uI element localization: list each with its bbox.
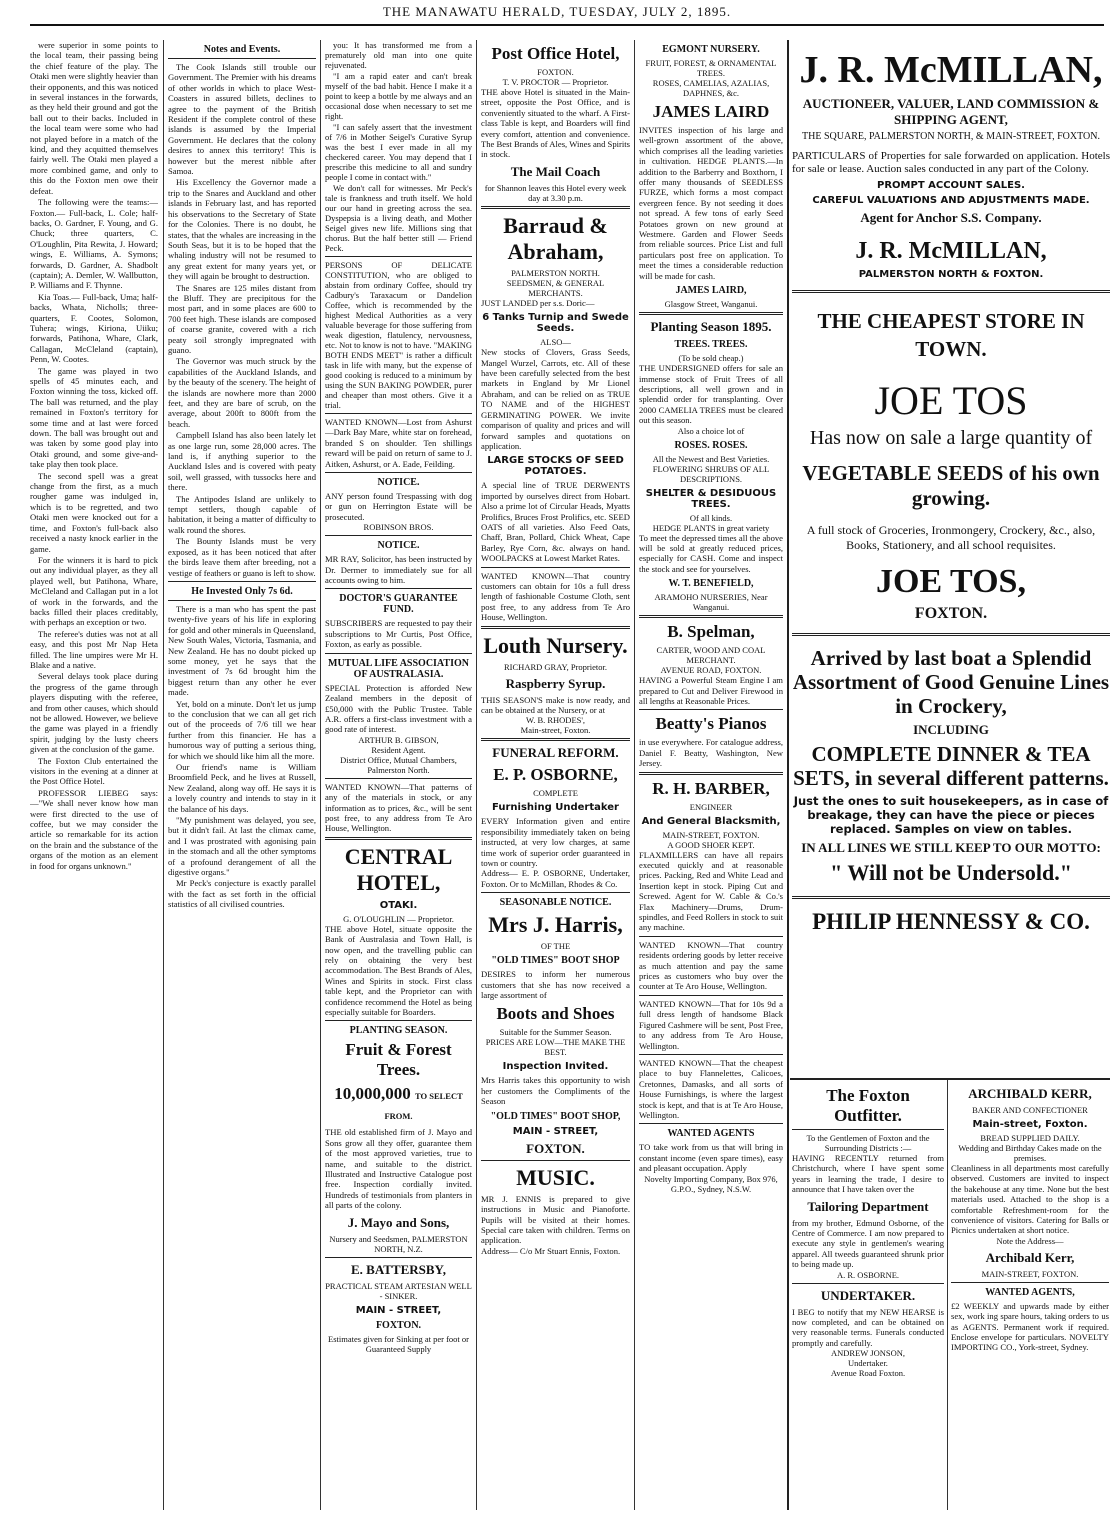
divider bbox=[168, 581, 316, 582]
paragraph: Our friend's name is William Broomfield Peck, and he lives at Russell, New Zealand, along way off. He says it is a lovely country and intends to stay in it the balance of his days. bbox=[168, 762, 316, 814]
planting-season-heading: Planting Season 1895. bbox=[650, 319, 772, 335]
divider bbox=[639, 312, 783, 315]
barraud-sub: SEEDSMEN, & GENERAL MERCHANTS. bbox=[506, 277, 605, 298]
kerr-heading-2: Archibald Kerr, bbox=[985, 1249, 1075, 1265]
divider bbox=[325, 778, 472, 779]
depressed-times: To meet the depressed times all the above will be sold at greatly reduced prices, especially for CASH. Come and inspect the stock and see for yourselves. bbox=[639, 532, 783, 574]
divider bbox=[325, 535, 472, 536]
barraud-landed: JUST LANDED per s.s. Doric— bbox=[481, 297, 595, 308]
including: INCLUDING bbox=[913, 722, 989, 737]
mutual-life-heading: MUTUAL LIFE ASSOCIATION OF AUSTRALASIA. bbox=[328, 657, 469, 680]
spelman-address: AVENUE ROAD, FOXTON. bbox=[660, 665, 762, 676]
divider bbox=[639, 772, 783, 775]
joe-tos-sale: Has now on sale a large quantity of bbox=[809, 427, 1093, 449]
barraud-also: ALSO— bbox=[540, 337, 571, 348]
tailoring-heading: Tailoring Department bbox=[807, 1198, 929, 1214]
post-office-hotel-ad: THE above Hotel is situated in the Main-street, opposite the Post Office, and is conveniently situated to the wharf. A First-class Table is kept, and Boarders will find every comfort, attention and convenience. The Best Brands of Ales, Wines and Spirits in stock. bbox=[481, 87, 630, 160]
lost-mare-ad: WANTED KNOWN—Lost from Ashurst—Dark Bay Mare, white star on forehead, branded S on shoulder. Ten shillings reward will be paid on return of same to J. Aitken, Ashurst, or A. Eade, Feilding. bbox=[325, 417, 472, 469]
paragraph: We don't call for witnesses. Mr Peck's tale is frankness and truth itself. We hold our our hand in greeting across the sea. Dyspepsia is a living death, and Mother Seigel gives new life. Millions sing that chorus. But the half better still — Friend Peck. bbox=[325, 183, 472, 253]
trees-heading: TREES. TREES. bbox=[674, 339, 748, 351]
column-rule bbox=[163, 40, 164, 1510]
column-rule bbox=[787, 40, 789, 1510]
motto: " Will not be Undersold." bbox=[830, 860, 1072, 885]
vegetable-seeds-heading: VEGETABLE SEEDS of his own growing. bbox=[802, 461, 1100, 510]
paragraph: The Antipodes Island are unlikely to tempt settlers, though capable of habitation, it being a matter of difficulty to walk round the shores. bbox=[168, 493, 316, 535]
invested-article bbox=[168, 604, 316, 910]
kerr-ad: Cleanliness in all departments most carefully observed. Customers are invited to inspect the bakehouse at any time. None but the best materials used. Attached to the shop is a comfortable Refreshment-room for the convenience of visitors. Catering for Balls or Picnics undertaken at short notice. bbox=[951, 1163, 1109, 1236]
paragraph: The Cook Islands still trouble our Government. The Premier with his dreams of other worlds in which to place West-Coasters in assured billets, declines to agree to the payment of the British Resident if the complete control of these islands is assumed by the Imperial Government. He declares that the colony desires to annex this territory! This is however but the merest nibble after Samoa. bbox=[168, 62, 316, 177]
seasonable-heading: SEASONABLE NOTICE. bbox=[499, 897, 612, 909]
mutual-life-title: Resident Agent. bbox=[371, 744, 426, 755]
barber-heading: R. H. BARBER, bbox=[652, 778, 770, 798]
cheapest-store-heading: THE CHEAPEST STORE IN TOWN. bbox=[817, 309, 1085, 361]
divider bbox=[325, 1020, 472, 1021]
battersby-heading: E. BATTERSBY, bbox=[350, 1261, 446, 1277]
mcmillan-heading-2: J. R. McMILLAN, bbox=[855, 238, 1047, 264]
osborne-sub: Furnishing Undertaker bbox=[492, 802, 619, 814]
spelman-ad: HAVING a Powerful Steam Engine I am prepared to Cut and Deliver Firewood in all lengths at Reasonable Prices. bbox=[639, 675, 783, 706]
agents-ad: £2 WEEKLY and upwards made by either sex, work ing spare hours, taking orders to us as AGENTS. Permanent work if required. Enclose envelope for particulars. NOVELTY IMPORTING CO., York-street, Sydney. bbox=[951, 1300, 1109, 1353]
paragraph: Campbell Island has also been lately let as one large run, some 28,000 acres. The land is, if anything superior to the Auckland Isles and is covered with peaty soil, well grassed, with tussocks here and there. bbox=[168, 430, 316, 493]
trees-ad: THE UNDERSIGNED offers for sale an immense stock of Fruit Trees of all descriptions, all well grown and in splendid order for transplanting. Over 2000 CAMELIA TREES must be cleared out this season. bbox=[639, 363, 783, 426]
paragraph: The Bounty Islands must be very exposed, as it has been noticed that after the birds leave them after breeding, not a vestige of feathers or guano is left to show. bbox=[168, 536, 316, 578]
inspection-text: Mrs Harris takes this opportunity to wish her customers the Compliments of the Season bbox=[481, 1075, 630, 1107]
divider bbox=[481, 567, 630, 568]
hedge-plants: HEDGE PLANTS in great variety bbox=[652, 522, 770, 533]
outfitter-signature: A. R. OSBORNE. bbox=[836, 1269, 900, 1280]
post-office-hotel-town: FOXTON. bbox=[537, 67, 574, 77]
boots-sub: Suitable for the Summer Season. bbox=[499, 1027, 612, 1038]
battersby-street: MAIN - STREET, bbox=[355, 1304, 442, 1316]
barraud-ad: New stocks of Clovers, Grass Seeds, Mangel Wurzel, Carrots, etc. All of these have been carefully selected from the best markets in England by Mr Lionel Abraham, and can be relied on as TRUE TO NAME and of the HIGHEST GERMINATING POWER. We invite comparison of quality and prices and will forward samples and quotations on application. bbox=[481, 347, 630, 451]
undertaker-signature: ANDREW JONSON, bbox=[831, 1348, 905, 1359]
mcmillan-ad: PARTICULARS of Properties for sale forwarded on application. Hotels for sale or lease. Auction sales conducted in any part of the Colony. bbox=[792, 150, 1110, 175]
column-1 bbox=[30, 40, 158, 1510]
raspberry-signature: W. B. RHODES', bbox=[525, 715, 586, 726]
shelter-sub: Of all kinds. bbox=[689, 512, 733, 523]
sports-report bbox=[30, 40, 158, 871]
benefield-sub: ARAMOHO NURSERIES, Near Wanganui. bbox=[654, 592, 768, 613]
paragraph: "I am a rapid eater and can't break myself of the bad habit. Hence I make it a point to keep a bottle by me always and an occasional dose when necessary to set me right. bbox=[325, 71, 472, 121]
notes-article bbox=[168, 62, 316, 578]
masthead-rule bbox=[30, 24, 1104, 26]
harris-shop: "OLD TIMES" BOOT SHOP bbox=[491, 955, 620, 967]
harris-ad: DESIRES to inform her numerous customers that she has now received a large assortment of bbox=[481, 969, 630, 1001]
divider bbox=[325, 653, 472, 654]
divider bbox=[325, 1257, 472, 1258]
column-6 bbox=[792, 40, 1110, 1075]
benefield-signature: W. T. BENEFIELD, bbox=[668, 578, 754, 590]
paragraph: The Governor was much struck by the capabilities of the Auckland Islands, and by the beauty of the scenery. The height of the islands are nowhere more than 2000 feet, and they are bare of scrub, on the average, about 200ft to 800ft from the beach. bbox=[168, 356, 316, 429]
column-5 bbox=[639, 40, 783, 1510]
divider bbox=[325, 413, 472, 414]
music-heading: MUSIC. bbox=[516, 1164, 595, 1190]
te-aro-ad: WANTED KNOWN—That country customers can obtain for 10s a full dress length of fashionable Costume Cloth, sent post free, to any address from Te Aro House, Wellington. bbox=[481, 570, 630, 623]
egmont-list: ROSES, CAMELIAS, AZALIAS, DAPHNES, &c. bbox=[652, 78, 770, 98]
te-aro-ad: WANTED KNOWN—That the cheapest place to buy Flannelettes, Calicoes, Cretonnes, Damasks, and all sorts of House Furnishings, is where the largest stock is kept, and that is at Te Aro House, Wellington. bbox=[639, 1057, 783, 1120]
divider bbox=[792, 290, 1110, 293]
te-aro-ad: WANTED KNOWN—That patterns of any of the materials in stock, or any information as to prices, &c., will be sent post free, to any address from Te Aro House, Wellington. bbox=[325, 781, 472, 834]
shelter-heading: SHELTER & DESIDUOUS TREES. bbox=[645, 487, 777, 510]
divider bbox=[325, 472, 472, 473]
trees-count bbox=[325, 1084, 472, 1124]
boots-prices: PRICES ARE LOW—THE MAKE THE BEST. bbox=[485, 1037, 626, 1058]
louth-nursery-proprietor: RICHARD GRAY, Proprietor. bbox=[504, 661, 607, 672]
barraud-heading: Barraud & Abraham, bbox=[503, 212, 608, 264]
mcmillan-prompt: PROMPT ACCOUNT SALES. bbox=[877, 180, 1025, 191]
divider bbox=[639, 1054, 783, 1055]
central-hotel-town: OTAKI. bbox=[379, 899, 418, 911]
louth-nursery-heading: Louth Nursery. bbox=[483, 632, 628, 658]
music-ad: MR J. ENNIS is prepared to give instructions in Music and Pianoforte. Pupils will be visited at their homes. Special care taken with children. Terms on application. bbox=[481, 1193, 630, 1246]
crockery-suit: Just the ones to suit housekeepers, as in case of breakage, they can have the piece or pieces replaced. Samples on view on tables. bbox=[793, 794, 1109, 836]
trespass-notice: ANY person found Trespassing with dog or gun on Herrington Estate will be prosecuted. bbox=[325, 491, 472, 522]
kerr-cakes: Wedding and Birthday Cakes made on the premises. bbox=[958, 1143, 1102, 1163]
undertaker-heading: UNDERTAKER. bbox=[820, 1287, 916, 1303]
divider bbox=[639, 936, 783, 937]
barber-ad: FLAXMILLERS can have all repairs executed quickly and at reasonable prices. Packing, Red and White Lead and Insertion kept in stock. Piping Cut and Screwed. Agent for W. Cable & Co.'s Flax Machinery—Drums, Drum-spindles, and Feed Rollers in stock to suit any machine. bbox=[639, 849, 783, 933]
roses-heading: ROSES. ROSES. bbox=[674, 439, 748, 451]
laird-signature: JAMES LAIRD, bbox=[675, 285, 747, 297]
masthead bbox=[0, 0, 1114, 40]
divider bbox=[325, 837, 472, 840]
mcmillan-address: THE SQUARE, PALMERSTON NORTH, & MAIN-STREET, FOXTON. bbox=[802, 131, 1100, 142]
battersby-footer: Estimates given for Sinking at per foot or Guaranteed Supply bbox=[328, 1333, 469, 1354]
mutual-life-address: District Office, Mutual Chambers, Palmerston North. bbox=[340, 754, 457, 775]
joe-tos-heading-2: JOE TOS, bbox=[876, 563, 1026, 600]
barber-engineer: ENGINEER bbox=[689, 801, 733, 812]
harris-heading: Mrs J. Harris, bbox=[488, 912, 623, 938]
mcmillan-careful: CAREFUL VALUATIONS AND ADJUSTMENTS MADE. bbox=[812, 195, 1090, 206]
divider bbox=[639, 615, 783, 618]
kerr-address: Main-street, Foxton. bbox=[972, 1119, 1088, 1130]
divider bbox=[639, 995, 783, 996]
divider bbox=[792, 896, 1110, 899]
osborne-ad: EVERY Information given and entire responsibility immediately taken on being instructed, at very low charges, at same time work of superior order guaranteed in town or country. bbox=[481, 816, 630, 869]
paragraph: The following were the teams:— Foxton.— Full-back, L. Cole; half-backs, O. Gardner, F. Young, and G. Chuck; three quarters, C. O'Loughlin, Pita Rewita, J. Howard; wings, E. Williams, A. Symons; forwards, D. Gardner, A. Shadbolt (captain); A. Demler, W. Wallbutton, P. Williams and F. Thynne. bbox=[30, 197, 158, 291]
raspberry-address: Main-street, Foxton. bbox=[520, 725, 591, 736]
hennessy-heading: PHILIP HENNESSY & CO. bbox=[812, 909, 1090, 934]
kerr-street: MAIN-STREET, FOXTON. bbox=[981, 1268, 1079, 1279]
kerr-heading: ARCHIBALD KERR, bbox=[968, 1086, 1092, 1101]
post-office-hotel-proprietor: T. V. PROCTOR — Proprietor. bbox=[502, 77, 609, 87]
agents-signature: Novelty Importing Company, Box 976, G.P.O., Sydney, N.S.W. bbox=[644, 1173, 778, 1194]
laird-heading: JAMES LAIRD bbox=[652, 102, 770, 121]
beatty-heading: Beatty's Pianos bbox=[655, 714, 767, 734]
paragraph: Yet, bold on a minute. Don't let us jump to the conclusion that we can all get rich out of the proceeds of 7/6 till we hear further from this financier. He has a humorous way of putting a serious thing, for which we should like him all the more. bbox=[168, 698, 316, 761]
boots-heading: Boots and Shoes bbox=[496, 1004, 615, 1024]
notice-signature: ROBINSON BROS. bbox=[363, 522, 434, 533]
kerr-note: Note the Address— bbox=[996, 1235, 1064, 1246]
outfitter-greeting: To the Gentlemen of Foxton and the Surrounding Districts :— bbox=[806, 1133, 930, 1153]
trees-sub: (To be sold cheap.) bbox=[678, 353, 744, 364]
divider bbox=[481, 1160, 630, 1161]
roses-sub: All the Newest and Best Varieties. bbox=[652, 453, 770, 464]
barber-address: MAIN-STREET, FOXTON. bbox=[662, 829, 760, 840]
paragraph: The second spell was a great change from the first, as a much rougher game was indulged in, which is to be regretted, and two Otaki men were knocked out for a time, and Foxton's full-back also received a nasty knock earlier in the game. bbox=[30, 470, 158, 554]
kerr-sub: BAKER AND CONFECTIONER bbox=[972, 1105, 1088, 1115]
divider bbox=[792, 1129, 944, 1130]
kerr-bread: BREAD SUPPLIED DAILY. bbox=[980, 1133, 1080, 1143]
divider bbox=[639, 709, 783, 710]
divider bbox=[792, 1283, 944, 1284]
column-7a bbox=[792, 1082, 944, 1510]
central-hotel-proprietor: G. O'LOUGHLIN — Proprietor. bbox=[343, 913, 454, 924]
seed-potatoes-heading: LARGE STOCKS OF SEED POTATOES. bbox=[487, 455, 624, 478]
paragraph: The referee's duties was not at all easy, and this post Mr Nap Heta filled. The line umpires were Mr H. Blake and a native. bbox=[30, 628, 158, 670]
music-address: Address— C/o Mr Stuart Ennis, Foxton. bbox=[481, 1245, 621, 1256]
battersby-sub: PRACTICAL STEAM ARTESIAN WELL - SINKER. bbox=[325, 1280, 472, 1301]
trees-number: 10,000,000 bbox=[334, 1084, 411, 1104]
laird-address: Glasgow Street, Wanganui. bbox=[664, 299, 758, 310]
funeral-reform-heading: FUNERAL REFORM. bbox=[492, 745, 619, 761]
paragraph: Kia Toas.— Full-back, Uma; half-backs, Whata, Nicholls; three-quarters, F. Cootes, Solomon, Tuhera; wings, Kiriona, Uiiku; forwards, Patihona, Whare, Clark, Callagan, McCleland (captain), Penn, W. Cootes. bbox=[30, 291, 158, 365]
masthead-title: THE MANAWATU HERALD, TUESDAY, JULY 2, 1895. bbox=[382, 4, 732, 19]
column-7b bbox=[951, 1082, 1109, 1510]
mutual-life-ad: SPECIAL Protection is afforded New Zealand members in the deposit of £50,000 with the Public Trustee. Table A.R. offers a first-class investment with a good rate of interest. bbox=[325, 682, 472, 735]
osborne-address: Address— E. P. OSBORNE, Undertaker, Foxton. Or to McMillan, Rhodes & Co. bbox=[481, 868, 630, 889]
post-office-hotel-heading: Post Office Hotel, bbox=[491, 44, 620, 63]
mayo-ad: THE old established firm of J. Mayo and Sons grow all they offer, guarantee them of the most approved varieties, true to name, and suitable to the district. Illustrated and Instructive Catalogue post free. Inspection cordially invited. Hundreds of testimonials from planters in all parts of the colony. bbox=[325, 1127, 472, 1211]
egmont-sub: FRUIT, FOREST, & ORNAMENTAL TREES. bbox=[645, 58, 777, 78]
divider bbox=[792, 633, 1110, 636]
old-times-shop: "OLD TIMES" BOOT SHOP, bbox=[490, 1110, 621, 1122]
barber-sub: And General Blacksmith, bbox=[641, 815, 781, 827]
mayo-sub: Nursery and Seedsmen, PALMERSTON NORTH, N.Z. bbox=[329, 1233, 468, 1254]
paragraph: There is a man who has spent the past twenty-five years of his life in exploring for gold and other minerals in Queensland, New South Wales, Victoria, Tasmania, and New Zealand. He has no doubt picked up some money, yet he says that the investment of 7s 6d brought him the biggest return than any other he ever made. bbox=[168, 603, 316, 698]
paragraph: you: It has transformed me from a prematurely old man into one quite rejuvenated. bbox=[325, 40, 472, 70]
paragraph: The Foxton Club entertained the visitors in the evening at a dinner at the Post Office Hotel. bbox=[30, 755, 158, 787]
column-2 bbox=[168, 40, 316, 1510]
arrived-heading: Arrived by last boat a Splendid Assortment of Good Genuine Lines in Crockery, bbox=[792, 646, 1110, 718]
paragraph: Mr Peck's conjecture is exactly parallel with the fact as set forth in the official statistics of all civilised countries. bbox=[168, 878, 316, 910]
divider bbox=[325, 256, 472, 257]
paragraph: "My punishment was delayed, you see, but it didn't fail. At last the climax came, and I was prostrated with agonising pain in the stomach and all the other symptoms of a profound derangement of all the digestive organs." bbox=[168, 815, 316, 878]
divider bbox=[790, 1078, 1110, 1080]
laird-ad: INVITES inspection of his large and well-grown assortment of the above, which comprises all the leading varieties in cultivation. HEDGE PLANTS.—In addition to the Barberry and Boxthorn, I offer many thousands of SEEDLESS FURZE, which forms a most compact evergreen fence. By not seeding it does not spread. A few tons of early Seed Potatoes grown on new ground at Westmere. Garden and Flower Seeds from reliable sources. Price List and full particulars post free on application. To meet the times a considerable reduction will be made for cash. bbox=[639, 125, 783, 281]
central-hotel-heading: CENTRAL HOTEL, bbox=[344, 843, 453, 895]
barraud-town: PALMERSTON NORTH. bbox=[511, 267, 600, 278]
divider bbox=[168, 58, 316, 59]
fruit-trees-heading: Fruit & Forest Trees. bbox=[345, 1040, 452, 1080]
divider bbox=[481, 206, 630, 209]
notice-heading: NOTICE. bbox=[377, 540, 420, 552]
mcmillan-heading: J. R. McMILLAN, bbox=[799, 49, 1103, 91]
trees-select: TO SELECT FROM. bbox=[384, 1091, 463, 1122]
column-4 bbox=[481, 40, 630, 1510]
barraud-tanks: 6 Tanks Turnip and Swede Seeds. bbox=[482, 312, 629, 335]
joe-tos-heading: JOE TOS bbox=[874, 378, 1028, 423]
undertaker-address: Avenue Road Foxton. bbox=[830, 1368, 906, 1379]
mail-coach-text: for Shannon leaves this Hotel every week day at 3.30 p.m. bbox=[484, 182, 627, 203]
spelman-sub: CARTER, WOOD AND COAL MERCHANT. bbox=[656, 645, 766, 666]
beatty-ad: in use everywhere. For catalogue address, Daniel F. Beatty, Washington, New Jersey. bbox=[639, 737, 783, 769]
barber-shoer: A GOOD SHOER KEPT. bbox=[667, 839, 755, 850]
roses-also: Also a choice lot of bbox=[677, 425, 745, 436]
paragraph: The Snares are 125 miles distant from the Bluff. They are precipitous for the most part, and in some places are 600 to 700 feet high. These islands are composed of coarse granite, covered with a rich peaty soil strongly impregnated with guano. bbox=[168, 282, 316, 355]
paragraph: The game was played in two spells of 45 minutes each, and Foxton winning the toss, kicked off. The ball was returned, and the play remained in Foxton's territory for some time and at last were forced down. The ball was brought out and was taken by some good play into Otaki ground, and some give-and-take play then took place. bbox=[30, 365, 158, 470]
undertaker-ad: I BEG to notify that my NEW HEARSE is now completed, and can be obtained on very reasonable terms. Funerals conducted promptly and carefully. bbox=[792, 1306, 944, 1348]
paragraph: For the winners it is hard to pick out any individual player, as they all played well, but Patihona, Whare, McCleland and Callagan put in a lot of work in the forwards, and the backs filled their places creditably, with perhaps an exception or two. bbox=[30, 554, 158, 628]
seigel-testimonial bbox=[325, 40, 472, 253]
osborne-heading: E. P. OSBORNE, bbox=[493, 765, 618, 785]
central-hotel-ad: THE above Hotel, situate opposite the Bank of Australasia and Town Hall, is now open, and the travelling public can rely on obtaining the very best accommodation. The Best Brands of Ales, Wines and Spirits in stock. First class table kept, and the Proprietor can with confidence recommend the Hotel as being especially suitable for Boarders. bbox=[325, 923, 472, 1017]
raspberry-heading: Raspberry Syrup. bbox=[505, 675, 606, 691]
mutual-life-signature: ARTHUR B. GIBSON, bbox=[358, 734, 439, 745]
mcmillan-towns: PALMERSTON NORTH & FOXTON. bbox=[858, 269, 1044, 280]
paragraph: Several delays took place during the progress of the game through players disputing with the referee, and from other causes, which should not be allowed. However, we believe the game was played in a friendly spirit, judging by the lusty cheers given at the conclusion of the game. bbox=[30, 671, 158, 755]
notice-heading: NOTICE. bbox=[377, 477, 420, 489]
outfitter-intro: HAVING RECENTLY returned from Christchurch, where I have spent some years in learning the trade, I desire to announce that I have taken over the bbox=[792, 1153, 944, 1195]
inspection-heading: Inspection Invited. bbox=[502, 1061, 609, 1073]
undertaker-title: Undertaker. bbox=[848, 1358, 888, 1369]
te-aro-ad: WANTED KNOWN—That country residents ordering goods by letter receive as much attention and pay the same prices as customers who buy over the counter at Te Aro House, Wellington. bbox=[639, 939, 783, 992]
old-times-street: MAIN - STREET, bbox=[512, 1125, 599, 1137]
doctor-fund-notice: SUBSCRIBERS are requested to pay their subscriptions to Mr Curtis, Post Office, Foxton, as early as possible. bbox=[325, 618, 472, 650]
divider bbox=[168, 600, 316, 601]
harris-of: OF THE bbox=[540, 941, 571, 952]
dinner-sets-heading: COMPLETE DINNER & TEA SETS, in several different patterns. bbox=[793, 742, 1109, 790]
divider bbox=[951, 1282, 1109, 1283]
notes-heading: Notes and Events. bbox=[203, 44, 281, 55]
planting-heading: PLANTING SEASON. bbox=[349, 1025, 448, 1037]
agents-ad: TO take work from us that will bring in constant income (even spare times), easy and pleasant occupation. Apply bbox=[639, 1142, 783, 1174]
mcmillan-sub: AUCTIONEER, VALUER, LAND COMMISSION & SHIPPING AGENT, bbox=[802, 96, 1100, 127]
paragraph: were superior in some points to the local team, their passing being the chief feature of the play. The Otaki men were slightly heavier than their opponents, and this was noticed in several instances in the forwards, as they held their ground and got the ball out to their backs. Included in the local team were some who had not played before in a match of the kind, and they acquitted themselves fairly well. The Otaki men played a more combined game, and only to this do the Foxton men owe their defeat. bbox=[30, 40, 158, 196]
old-times-town: FOXTON. bbox=[526, 1140, 585, 1156]
solicitor-notice: MR RAY, Solicitor, has been instructed by Dr. Dermer to immediately sue for all accounts owing to him. bbox=[325, 554, 472, 586]
doctor-fund-heading: DOCTOR'S GUARANTEE FUND. bbox=[339, 593, 458, 616]
mail-coach-heading: The Mail Coach bbox=[510, 163, 601, 179]
outfitter-heading: The Foxton Outfitter. bbox=[826, 1086, 910, 1125]
paragraph: "I can safely assert that the investment of 7/6 in Mother Seigel's Curative Syrup was the best I ever made in all my checkered career. You may depend that I prescribe this medicine to all and sundry people I come in contact with." bbox=[325, 122, 472, 182]
column-rule bbox=[947, 1080, 948, 1510]
paragraph: PROFESSOR LIEBEG says:—"We shall never know how man were first directed to the use of coffee, but we may consider the article so remarkable for its action on the brain and the substance of the organs of the motion as an element in food for organs unknown." bbox=[30, 787, 158, 871]
column-3 bbox=[325, 40, 472, 1510]
agents-heading: WANTED AGENTS, bbox=[985, 1286, 1075, 1298]
column-rule bbox=[476, 40, 477, 1510]
divider bbox=[481, 738, 630, 741]
column-rule bbox=[634, 40, 635, 1510]
divider bbox=[639, 1123, 783, 1124]
seed-potatoes-ad: A special line of TRUE DERWENTS imported by ourselves direct from Hobart. Also a prime lot of Circular Heads, Myatts Prolifics, Bruces Frost Prolifics, etc. SEED OATS of all varieties. Also Feed Oats, Chaff, Bran, Pollard, Chick Wheat, Cape Barley, Rye Corn, &c. always on hand. WOOLPACKS at Lowest Market Rates. bbox=[481, 480, 630, 564]
motto-intro: IN ALL LINES WE STILL KEEP TO OUR MOTTO: bbox=[801, 840, 1101, 855]
flowering-shrubs: FLOWERING SHRUBS OF ALL DESCRIPTIONS. bbox=[652, 463, 770, 484]
joe-tos-town: FOXTON. bbox=[914, 605, 988, 622]
osborne-complete: COMPLETE bbox=[533, 788, 578, 799]
divider bbox=[481, 892, 630, 893]
divider bbox=[481, 626, 630, 629]
agents-heading: WANTED AGENTS bbox=[667, 1128, 755, 1140]
te-aro-ad: WANTED KNOWN—That for 10s 9d a full dress length of handsome Black Figured Cashmere will be sent, Post Free, to any address from Te Aro House, Wellington. bbox=[639, 998, 783, 1051]
paragraph: His Excellency the Governor made a trip to the Snares and Auckland and other islands in February last, and has reported his observations to the Secretary of State for the Colonies. There is no doubt, he states, that the whales are increasing in the South Seas, but it is to be hoped that the whaling industry will not be resumed to any great extent for many years yet, or they will again be brought to destruction. bbox=[168, 177, 316, 282]
battersby-town: FOXTON. bbox=[375, 1319, 422, 1331]
spelman-heading: B. Spelman, bbox=[667, 622, 755, 642]
mayo-heading: J. Mayo and Sons, bbox=[347, 1214, 450, 1230]
column-rule bbox=[320, 40, 321, 1510]
anchor-agent: Agent for Anchor S.S. Company. bbox=[860, 210, 1042, 225]
cadbury-ad: PERSONS OF DELICATE CONSTITUTION, who are obliged to abstain from ordinary Coffee, should try Cadbury's Taraxacum or Dandelion Coffee, which is recommended by the highest Medical Authorities as a very valuable beverage for those suffering from weak digestion, flatulency, nervousness, etc. Not to know is not to have. "MAKING BOTH ENDS MEET" is rather a difficult task in life with many, but the expense of good cooking is reduced to a minimum by using the SUN BAKING POWDER, purer and cheaper than most others. Give it a trial. bbox=[325, 260, 472, 410]
divider bbox=[325, 588, 472, 589]
joe-tos-stock: A full stock of Groceries, Ironmongery, Crockery, &c., also, Books, Stationery, and all school requisites. bbox=[806, 523, 1096, 552]
invested-heading: He Invested Only 7s 6d. bbox=[191, 585, 293, 597]
tailoring-text: from my brother, Edmund Osborne, of the Centre of Commerce. I am now prepared to execute any style in gentlemen's wearing apparel. All tweeds guaranteed shrunk prior to being made up. bbox=[792, 1217, 944, 1270]
egmont-heading: EGMONT NURSERY. bbox=[662, 44, 760, 55]
raspberry-ad: THIS SEASON'S make is now ready, and can be obtained at the Nursery, or at bbox=[481, 694, 630, 715]
